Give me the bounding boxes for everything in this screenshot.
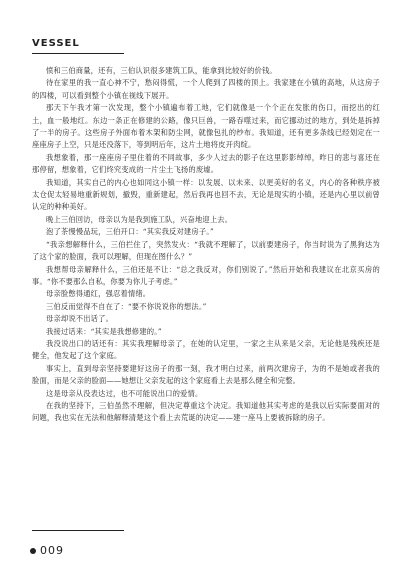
paragraph: 母亲却说不出话了。 — [46, 314, 114, 324]
footer-rule — [32, 530, 124, 531]
paragraph: 母亲脸憋得通红，强忍着情绪。 — [46, 289, 151, 299]
running-header — [32, 38, 124, 54]
header-rule — [32, 53, 124, 54]
paragraph: 在我的坚持下，三伯虽然不理解，但决定尊重这个决定。我知道他其实考虑的是我以后实际要面对的问题，我也实在无法和他解释清楚这个看上去荒诞的决定——建一座马上要被拆除的房子。 — [32, 400, 380, 423]
paragraph: 我知道，其实自己的内心也如同这小镇一样：以发展、以未来、以更美好的名义，内心的各种秩序被太仓促太轻易地重新规划，撤毁，重新建起，然后我再也回不去，无论是现实的小镇，还是内心里以前曾认定的种种美好。 — [32, 177, 380, 212]
paragraph: 这是母亲从没表达过，也不可能说出口的爱情。 — [46, 388, 203, 398]
paragraph: 晚上三伯回访，母亲以为是我到施工队，兴奋地迎上去。 — [46, 214, 233, 224]
paragraph: 泡了茶慢慢品玩，三伯开口：“其实我反对建房子。” — [46, 227, 214, 237]
paragraph: 那天下午我才第一次发现，整个小镇遍布着工地，它们就像是一个个正在发胀的伤口，而挖出的红土，血一般地红。东边一条正在修建的公路，像只巨兽，一路吞噬过来，而它挪动过的地方，到处是拆掉了一半的房子。这些房子外面布着木架和防尘网，就像包扎的纱布。我知道，还有更多条线已经划定在一座座房子上空，只是还没落下，等到明后年，这片土地将皮开肉绽。 — [32, 103, 380, 150]
body-text — [32, 65, 380, 425]
paragraph: 事实上，直到母亲坚持要建好这房子的那一刻，我才明白过来，前两次建房子，为的不是她或者我的脸面，而是父亲的脸面——她想让父亲发起的这个家庭看上去是那么健全和完整。 — [32, 363, 380, 386]
paragraph: “我亲想解释什么，三伯拦住了，突然发火：“我就不理解了，以前要建房子，你当时说为了黑狗达为了这个家的脸面，我可以理解，但现在图什么？” — [32, 239, 380, 262]
page-dot-icon — [30, 548, 36, 554]
paragraph: 愤和三伯商量，还有，三伯认识很多建筑工队，能拿到比较好的价钱。 — [46, 66, 277, 75]
header-title: VESSEL — [32, 38, 80, 49]
paragraph: 三伯反而觉得不自在了：“要不你说说你的想法。” — [46, 301, 207, 311]
paragraph: 我想象着，那一座座房子里住着的不同故事，多少人过去的影子在这里影影绰绰，昨日的悲与喜还在那停留，想象着，它们终究变成的一片尘土飞扬的废墟。 — [32, 152, 380, 175]
page-number — [30, 545, 64, 557]
paragraph: 我想帮母亲解释什么，三伯还是不让：“总之我反对，你们别说了。”然后开始和我建议在北京买房的事。“你不要那么自私，你要为你儿子考虑。” — [32, 264, 380, 286]
page-number-text: 009 — [40, 544, 64, 557]
paragraph: 我没说出口的话还有：其实我理解母亲了，在她的认定里，一家之主从来是父亲，无论他是残疾还是健全，他发起了这个家庭。 — [32, 338, 380, 361]
paragraph: 待在家里的我一直心神不宁，愁闷得慌，一个人爬到了四楼的顶上。我家建在小镇的高地，从这房子的四楼，可以看到整个小镇在视线下展开。 — [32, 78, 380, 100]
paragraph: 我接过话来：“其实是我想修建的。” — [46, 326, 162, 336]
